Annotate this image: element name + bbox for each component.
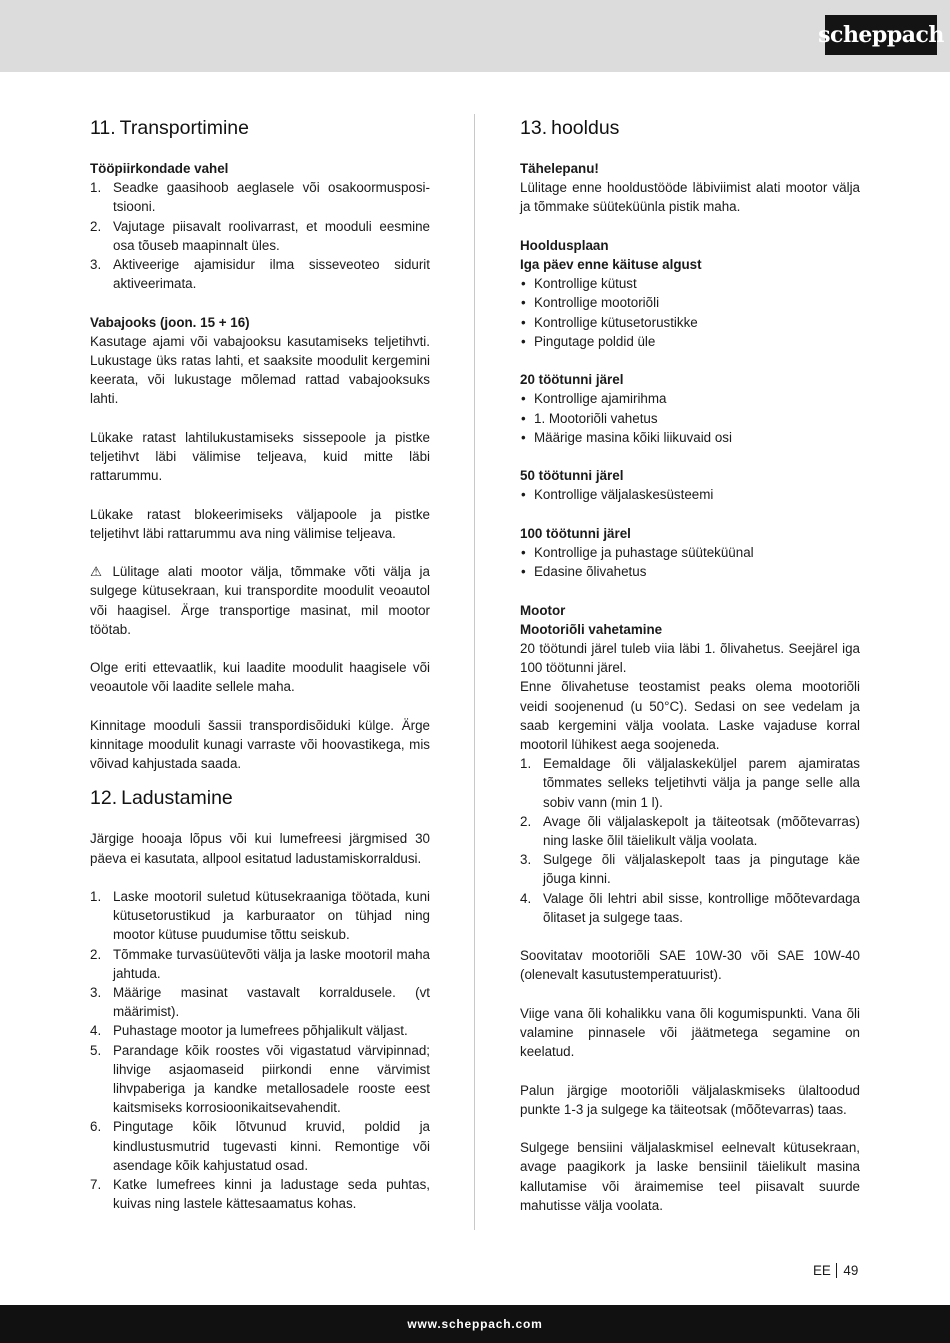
subheading-50h: 50 töötunni järel [520, 468, 624, 484]
section-number: 12. [90, 787, 118, 810]
subheading-100h: 100 töötunni järel [520, 525, 631, 541]
section-title: Transportimine [119, 117, 249, 139]
list-item: 1. Seadke gaasihoob aeglasele või osakoormuspositsiooni. [90, 180, 430, 215]
section-title: Ladustamine [121, 787, 233, 810]
h20-list [520, 389, 860, 447]
list-item: 3. Määrige masinat vastavalt korraldusele. (vt määrimist). [90, 985, 430, 1020]
page-language: EE [813, 1263, 831, 1278]
paragraph: Kinnitage mooduli šassii transpordisõiduki külge. Ärge kinnitage moodulit kunagi varraste või hoovastikega, mis võivad kahjustada saada. [90, 717, 430, 772]
list-item: • Määrige masina kõiki liikuvaid osi [521, 429, 732, 445]
list-item: • Edasine õlivahetus [521, 564, 647, 580]
brand-logo-text: scheppach [818, 22, 944, 48]
list-item: 4. Puhastage mootor ja lumefrees põhjalikult väljast. [90, 1023, 408, 1039]
list-item: • Kontrollige kütusetorustikke [521, 314, 698, 330]
list-item: 4. Valage õli lehtri abil sisse, kontrollige mõõtevardaga õlitaset ja sulgege taas. [520, 890, 860, 925]
section-13-heading [520, 116, 860, 140]
list-item: 2. Avage õli väljalaskepolt ja täiteotsak (mõõtevarras) ning laske õlil täielikult välja voolata. [520, 813, 860, 849]
section-12-heading [90, 786, 430, 810]
subheading-plan: Hooldusplaan [520, 237, 609, 253]
list-item: 2. Tõmmake turvasüütevõti välja ja laske mootoril maha jahtuda. [90, 946, 430, 981]
list-item: 7. Katke lumefrees kinni ja ladustage seda puhtas, kuivas ning lastele kättesaamatus kohas. [90, 1177, 430, 1212]
list-item: • Kontrollige mootoriõli [521, 295, 660, 311]
header-bar [0, 0, 950, 72]
workplaces-list [90, 178, 430, 293]
paragraph: Viige vana õli kohalikku vana õli kogumispunkti. Vana õli valamine pinnasele või jäätmetega segamine on keelatud. [520, 1005, 860, 1060]
column-divider [474, 114, 475, 1230]
footer-url[interactable]: www.scheppach.com [407, 1317, 543, 1331]
brand-logo [818, 15, 944, 55]
left-column [90, 116, 430, 1213]
list-item: 1. Eemaldage õli väljalaskeküljel parem ajamiratas tõmmates selleks teljetihvti välja ja pange selle alla sobiv vann (min 1 l). [520, 756, 860, 810]
subheading-workplaces: Tööpiirkondade vahel [90, 161, 229, 176]
footer-bar [0, 1305, 950, 1343]
paragraph: Lükake ratast blokeerimiseks väljapoole ja pistke teljetihvt läbi rattarummu ava ning välimise teljeava. [90, 506, 430, 541]
section-11-heading [90, 116, 430, 140]
paragraph: Palun järgige mootoriõli väljalaskmiseks ülaltoodud punkte 1-3 ja sulgege ka täiteotsak (mõõtevarras) taas. [520, 1082, 860, 1117]
section-number: 13. [520, 117, 548, 139]
warning-triangle-icon: ⚠ [90, 564, 103, 580]
subheading-daily: Iga päev enne käituse algust [520, 257, 702, 272]
page-number-value: 49 [843, 1263, 859, 1278]
subheading-freewheel: Vabajooks (joon. 15 + 16) [90, 314, 250, 330]
paragraph: Järgige hooaja lõpus või kui lumefreesi järgmised 30 päeva ei kasutata, allpool esitatud ladustamiskorraldusi. [90, 831, 430, 866]
list-item: 3. Sulgege õli väljalaskepolt taas ja pingutage käe jõuga kinni. [520, 852, 860, 887]
list-item: 6. Pingutage kõik lõtvunud kruvid, poldid ja kindlustusmutrid tugevasti kinni. Remontige või asendage kõik kahjustatud osad. [90, 1119, 430, 1173]
right-column [520, 116, 860, 1215]
oil-steps-list [520, 754, 860, 927]
h100-list [520, 543, 860, 581]
subheading-20h: 20 töötunni järel [520, 372, 624, 388]
section-title: hooldus [551, 117, 620, 139]
list-item: 5. Parandage kõik roostes või vigastatud värvipinnad; lihvige asjaomaseid piirkondi enne värvimist lihvpaberiga ja kandke metallosadele rooste eest kaitsmiseks korrosioonikaitsevahendit. [90, 1042, 430, 1116]
subheading-oil-change: Mootoriõli vahetamine [520, 621, 663, 637]
warning-paragraph: ⚠ Lülitage alati mootor välja, tõmmake võti välja ja sulgege kütusekraan, kui transpordite moodulit veoautol või haagisel. Ärge transportige masinat, mil mootor töötab. [90, 564, 430, 637]
paragraph: 20 töötundi järel tuleb viia läbi 1. õlivahetus. Seejärel iga 100 töötunni järel. [520, 641, 860, 676]
storage-list [90, 887, 430, 1213]
subheading-motor: Mootor [520, 602, 566, 618]
list-item: 3. Aktiveerige ajamisidur ilma sisseveoteo sidurit aktiveerimata. [90, 257, 430, 292]
subheading-attention: Tähelepanu! [520, 161, 599, 176]
list-item: • Kontrollige ja puhastage süüteküünal [521, 545, 754, 560]
paragraph: Kasutage ajami või vabajooksu kasutamiseks teljetihvti. Lukustage üks ratas lahti, et saaksite moodulit kergemini keerata, või lukustage mõlemad rattad vabajooksuks lahti. [90, 333, 430, 407]
paragraph: Olge eriti ettevaatlik, kui laadite moodulit haagisele või veoautole või laadite sellele maha. [90, 660, 430, 695]
page-number-separator [836, 1263, 838, 1278]
list-item: • 1. Mootoriõli vahetus [521, 410, 658, 426]
list-item: • Kontrollige ajamirihma [521, 391, 667, 407]
list-item: • Pingutage poldid üle [521, 333, 656, 349]
daily-list [520, 274, 860, 351]
paragraph: Lükake ratast lahtilukustamiseks sissepoole ja pistke teljetihvt läbi välimise teljeava, kuid mitte läbi rattarummu. [90, 429, 430, 484]
list-item: 2. Vajutage piisavalt roolivarrast, et mooduli eesmine osa tõuseb maapinnalt üles. [90, 218, 430, 253]
section-number: 11. [90, 117, 116, 139]
paragraph: Soovitatav mootoriõli SAE 10W-30 või SAE 10W-40 (olenevalt kasutustemperatuurist). [520, 948, 860, 983]
h50-list [520, 485, 860, 504]
list-item: • Kontrollige väljalaskesüsteemi [521, 487, 714, 503]
page-number [813, 1263, 858, 1278]
paragraph: Lülitage enne hooldustööde läbiviimist alati mootor välja ja tõmmake süüteküünla pistik maha. [520, 180, 860, 215]
paragraph: Enne õlivahetuse teostamist peaks olema mootoriõli veidi soojenenud (u 50°C). Sedasi on see vedelam ja saab kergemini välja voolata. Laske vajaduse korral mootoril lühikest aega soojeneda. [520, 679, 860, 753]
list-item: • Kontrollige kütust [521, 276, 637, 292]
paragraph: Sulgege bensiini väljalaskmisel eelnevalt kütusekraan, avage paagikork ja laske bensiinil täielikult masina kallutamise või äraimemise teel piisavalt suurde mahutisse välja voolata. [520, 1140, 860, 1213]
list-item: 1. Laske mootoril suletud kütusekraaniga töötada, kuni kütusetorustikud ja karburaator on tühjad ning mootor kütuse puudumise tõttu seiskub. [90, 889, 430, 943]
